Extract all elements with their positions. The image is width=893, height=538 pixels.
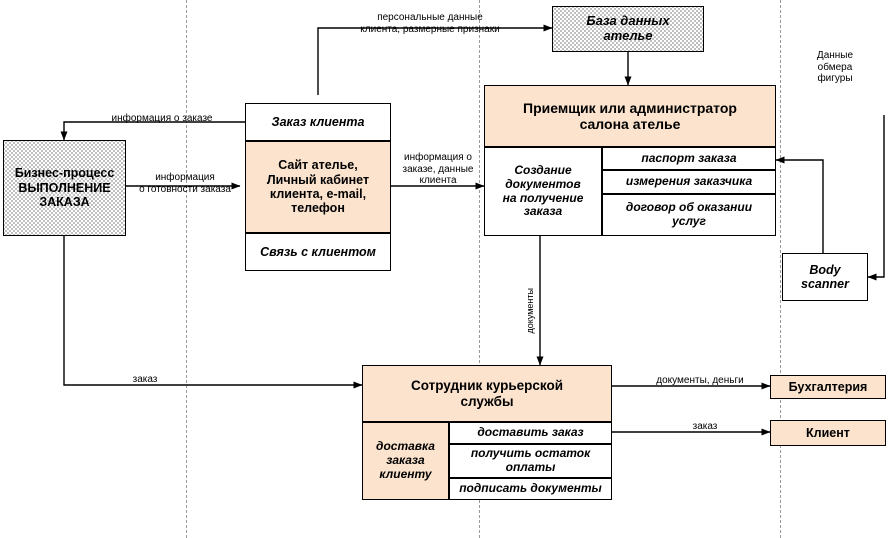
node-accounting[interactable]: [770, 375, 886, 399]
delivery-line3: клиенту: [379, 466, 432, 481]
accounting-label: Бухгалтерия: [788, 379, 868, 394]
body-scanner-line2: scanner: [801, 277, 849, 291]
business-process-line2: ВЫПОЛНЕНИЕ: [18, 180, 111, 195]
edge-label-order-info: [82, 113, 242, 125]
order-data-line2: заказе, данные: [402, 163, 474, 175]
node-business-process[interactable]: [3, 140, 126, 236]
node-receiver[interactable]: [484, 85, 776, 147]
edge-label-scan-data: [790, 50, 880, 85]
courier-line2: службы: [460, 393, 514, 409]
node-deliver-order[interactable]: [449, 422, 612, 444]
node-client-link[interactable]: [245, 233, 391, 271]
edge-label-docs-money: [630, 375, 770, 387]
edge-label-order-data: [392, 152, 484, 187]
doc-measure-label: измерения заказчика: [625, 174, 753, 189]
scan-data-line1: Данные: [816, 50, 854, 61]
order-data-line1: информация о: [404, 152, 472, 163]
order-data-line3: клиента: [419, 175, 457, 186]
get-remainder-line1: получить остаток: [470, 446, 591, 461]
client-order-label: Заказ клиента: [271, 114, 365, 129]
personal-data-line2: клиента, размерные признаки: [360, 23, 500, 35]
courier-line1: Сотрудник курьерской: [410, 377, 564, 393]
site-label-line4: телефон: [291, 201, 345, 216]
edge-label-readiness: [126, 172, 244, 195]
get-remainder-line2: оплаты: [505, 460, 556, 474]
edge-label-personal-data: [330, 12, 530, 35]
node-doc-passport[interactable]: [602, 147, 776, 170]
delivery-line1: доставка: [376, 439, 435, 454]
node-delivery[interactable]: [362, 422, 449, 500]
node-sign-docs[interactable]: [449, 478, 612, 500]
order-text: заказ: [132, 374, 158, 385]
personal-data-line1: персональные данные: [377, 12, 483, 23]
node-database[interactable]: [552, 6, 704, 52]
node-courier[interactable]: [362, 365, 612, 422]
client-link-label: Связь с клиентом: [260, 244, 376, 259]
docs-money-text: документы, деньги: [656, 375, 744, 386]
node-doc-measure[interactable]: [602, 170, 776, 194]
dashed-guide-left: [186, 0, 187, 538]
scan-data-line3: фигуры: [817, 73, 853, 84]
node-client-order[interactable]: [245, 103, 391, 141]
order2-text: заказ: [692, 421, 718, 432]
doc-creation-line3: на получение: [502, 190, 584, 205]
node-doc-contract[interactable]: [602, 194, 776, 236]
node-client[interactable]: [770, 420, 886, 446]
receiver-line2: салона ателье: [579, 116, 681, 132]
deliver-order-label: доставить заказ: [477, 425, 584, 440]
site-label-line3: клиента, e-mail,: [269, 187, 367, 201]
business-process-line3: ЗАКАЗА: [39, 195, 90, 210]
node-body-scanner[interactable]: [782, 253, 868, 301]
doc-passport-label: паспорт заказа: [641, 150, 737, 165]
readiness-line1: информация: [155, 172, 215, 183]
database-label-line1: База данных: [586, 13, 670, 29]
order-info-text: информация о заказе: [111, 113, 213, 124]
doc-contract-line2: услуг: [672, 214, 706, 228]
doc-creation-line1: Создание: [514, 162, 572, 177]
node-site-channels[interactable]: [245, 141, 391, 233]
delivery-line2: заказа: [386, 453, 425, 468]
edge-label-order2: [660, 421, 750, 433]
doc-creation-line2: документов: [505, 176, 581, 191]
sign-docs-label: подписать документы: [459, 481, 602, 496]
site-label-line1: Сайт ателье,: [278, 158, 358, 173]
node-get-remainder[interactable]: [449, 444, 612, 478]
database-label-line2: ателье: [603, 28, 653, 43]
readiness-line2: о готовности заказа: [139, 183, 231, 195]
doc-contract-line1: договор об оказании: [625, 200, 753, 215]
site-label-line2: Личный кабинет: [266, 172, 370, 187]
doc-creation-line4: заказа: [523, 204, 563, 219]
receiver-line1: Приемщик или администратор: [523, 99, 737, 116]
scan-data-line2: обмера: [817, 61, 853, 73]
edge-label-order: [105, 374, 185, 386]
documents-text: документы: [525, 288, 535, 334]
body-scanner-line1: Body: [809, 262, 841, 277]
edge-label-documents: [525, 288, 539, 333]
node-doc-creation[interactable]: [484, 147, 602, 236]
business-process-line1: Бизнес-процесс: [14, 166, 115, 181]
dashed-guide-right: [780, 0, 781, 538]
client-label: Клиент: [806, 425, 850, 440]
